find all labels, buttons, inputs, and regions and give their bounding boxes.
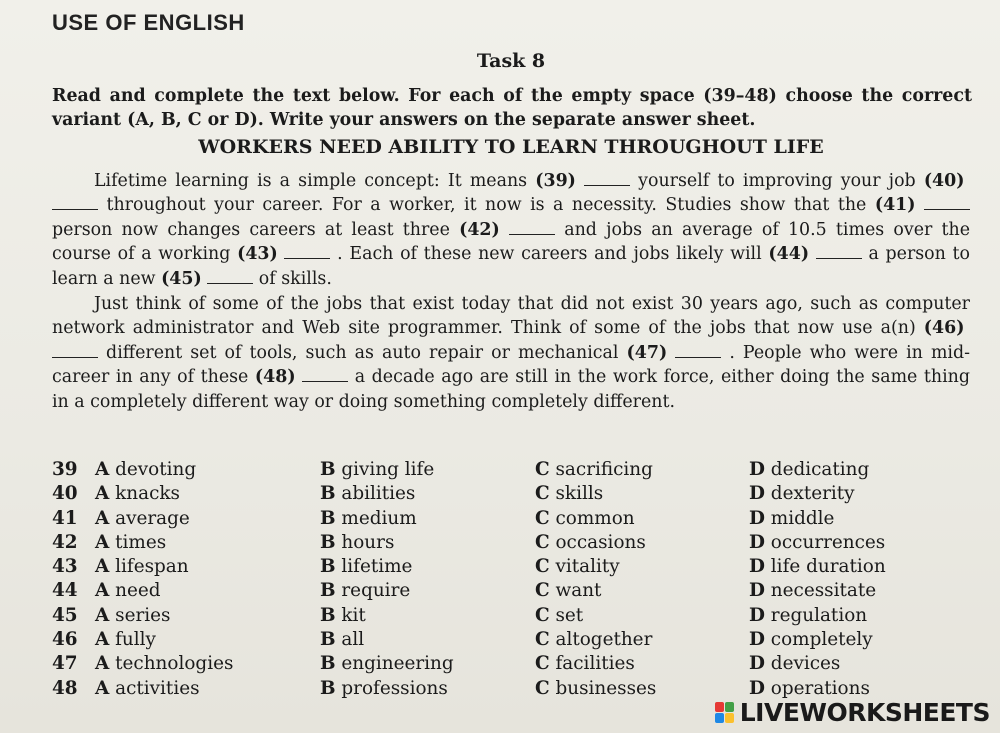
option-letter: D: [749, 580, 765, 602]
option-text: knacks: [109, 483, 180, 505]
option-letter: C: [535, 677, 550, 699]
option-row: [52, 531, 982, 555]
option-b[interactable]: [320, 555, 412, 579]
liveworksheets-logo-icon: [715, 702, 735, 724]
question-number: 46: [52, 629, 78, 651]
option-c[interactable]: [535, 604, 583, 628]
answer-blank[interactable]: [584, 184, 630, 186]
option-d[interactable]: [749, 628, 873, 652]
option-letter: C: [535, 629, 550, 651]
question-number: 45: [52, 604, 78, 626]
option-row: [52, 482, 982, 506]
option-text: times: [109, 531, 167, 553]
option-letter: B: [320, 604, 336, 626]
option-text: businesses: [549, 677, 657, 699]
option-a[interactable]: [95, 507, 190, 531]
option-d[interactable]: [749, 507, 834, 531]
question-number: 48: [52, 677, 78, 699]
option-c[interactable]: [535, 458, 653, 482]
text-title: WORKERS NEED ABILITY TO LEARN THROUGHOUT LIFE: [198, 136, 824, 158]
option-letter: A: [95, 604, 110, 626]
option-text: lifetime: [335, 556, 413, 578]
option-text: life duration: [764, 556, 886, 578]
option-letter: B: [320, 459, 336, 480]
option-row: [52, 628, 982, 652]
option-text: devoting: [109, 459, 197, 480]
option-text: average: [109, 507, 190, 529]
question-number: 40: [52, 483, 78, 505]
option-d[interactable]: [749, 531, 885, 555]
option-row: [52, 604, 982, 628]
option-b[interactable]: [320, 579, 410, 603]
option-text: altogether: [549, 629, 653, 651]
paragraph-text: Just think of some of the jobs that exist today that did not exist 30 years ago, such as computer network administrator and Web site programmer. Think of some of the jobs that now use a(n): [52, 294, 970, 339]
option-text: sacrificing: [549, 459, 653, 480]
option-letter: A: [95, 459, 110, 480]
option-letter: C: [535, 604, 550, 626]
option-text: want: [549, 580, 602, 602]
option-b[interactable]: [320, 604, 366, 628]
option-d[interactable]: [749, 482, 855, 506]
option-text: technologies: [109, 653, 234, 675]
option-a[interactable]: [95, 604, 170, 628]
logo-square: [715, 713, 724, 723]
gap-number: (43): [237, 244, 278, 265]
paragraph-text: a decade ago are still in the work force, either doing the same thing in a completely different way or doing something completely different.: [52, 367, 971, 412]
option-text: common: [549, 507, 635, 529]
question-number: 39: [52, 459, 78, 480]
option-text: professions: [335, 677, 448, 699]
option-a[interactable]: [95, 677, 200, 701]
paragraph-text: Lifetime learning is a simple concept: It means: [94, 171, 536, 191]
option-text: series: [109, 604, 171, 626]
option-letter: B: [320, 629, 336, 651]
option-letter: B: [320, 531, 336, 553]
option-text: middle: [764, 507, 835, 529]
option-letter: B: [320, 507, 336, 529]
option-a[interactable]: [95, 458, 196, 482]
option-letter: B: [320, 677, 336, 699]
option-letter: C: [535, 556, 550, 578]
gap-number: (46): [923, 318, 965, 339]
option-letter: C: [535, 653, 550, 675]
option-text: devices: [764, 653, 841, 675]
option-letter: D: [749, 653, 765, 675]
option-a[interactable]: [95, 628, 156, 652]
option-b[interactable]: [320, 507, 417, 531]
option-d[interactable]: [749, 579, 876, 603]
gap-number: (47): [626, 342, 668, 363]
option-text: need: [109, 580, 161, 602]
option-a[interactable]: [95, 579, 161, 603]
option-text: set: [549, 604, 584, 626]
option-letter: A: [95, 653, 110, 675]
option-d[interactable]: [749, 652, 840, 676]
task-instructions: Read and complete the text below. For each of the empty space (39–48) choose the correct variant (A, B, C or D). Write your answers on the separate answer sheet.: [52, 86, 972, 130]
paragraph-text: . Each of these new careers and jobs likely will: [330, 244, 769, 265]
logo-square: [725, 702, 734, 712]
paragraph-text: and jobs an average of 10.5 times over the course of a working: [52, 219, 970, 265]
answer-blank[interactable]: [302, 380, 348, 382]
question-number: 47: [52, 653, 78, 675]
option-letter: C: [535, 507, 550, 529]
gap-number: (40): [923, 171, 965, 191]
option-row: [52, 458, 982, 482]
logo-square: [715, 702, 724, 712]
option-b[interactable]: [320, 677, 448, 701]
paragraph-text: different set of tools, such as auto repair or mechanical: [98, 342, 627, 363]
option-letter: D: [749, 556, 765, 578]
paragraph-text: . People who were in mid-career in any of these: [52, 342, 971, 388]
answer-blank[interactable]: [924, 208, 970, 210]
option-letter: D: [749, 483, 765, 505]
option-d[interactable]: [749, 555, 886, 579]
option-text: fully: [109, 629, 156, 651]
watermark-text: LIVEWORKSHEETS: [739, 698, 990, 727]
option-row: [52, 507, 982, 531]
option-row: [52, 555, 982, 579]
option-text: dedicating: [764, 459, 870, 480]
gap-number: (39): [535, 171, 576, 191]
option-a[interactable]: [95, 482, 180, 506]
option-b[interactable]: [320, 531, 394, 555]
option-letter: A: [95, 556, 110, 578]
option-c[interactable]: [535, 555, 620, 579]
option-a[interactable]: [95, 555, 189, 579]
option-c[interactable]: [535, 677, 656, 701]
option-text: regulation: [764, 604, 868, 626]
option-letter: D: [749, 507, 765, 529]
answer-options-table: [52, 458, 982, 701]
question-number: 41: [52, 507, 78, 529]
answer-blank[interactable]: [52, 356, 98, 358]
answer-blank[interactable]: [207, 282, 253, 284]
task-title: Task 8: [476, 50, 546, 72]
answer-blank[interactable]: [52, 208, 98, 210]
answer-blank[interactable]: [284, 257, 330, 259]
answer-blank[interactable]: [509, 233, 555, 235]
option-text: engineering: [335, 653, 454, 675]
option-text: hours: [335, 531, 395, 553]
text-paragraph-2: [52, 292, 970, 414]
gap-number: (45): [161, 268, 202, 289]
option-letter: A: [95, 507, 110, 529]
option-text: skills: [549, 483, 604, 505]
option-text: activities: [109, 677, 200, 699]
option-text: completely: [764, 629, 873, 651]
question-number: 43: [52, 556, 78, 578]
gap-number: (44): [768, 244, 810, 265]
paragraph-text: of skills.: [253, 268, 332, 289]
option-text: occasions: [549, 531, 646, 553]
option-text: abilities: [335, 483, 416, 505]
logo-square: [725, 713, 734, 723]
option-c[interactable]: [535, 531, 646, 555]
question-number: 42: [52, 531, 78, 553]
option-b[interactable]: [320, 652, 454, 676]
option-c[interactable]: [535, 579, 601, 603]
option-letter: D: [749, 604, 765, 626]
option-letter: D: [749, 677, 765, 699]
option-letter: B: [320, 556, 336, 578]
option-letter: C: [535, 531, 550, 553]
option-letter: D: [749, 629, 765, 651]
option-text: require: [335, 580, 411, 602]
option-c[interactable]: [535, 482, 603, 506]
question-number: 44: [52, 580, 78, 602]
option-letter: D: [749, 459, 765, 480]
option-text: dexterity: [764, 483, 855, 505]
paragraph-text: throughout your career. For a worker, it now is a necessity. Studies show that the: [98, 195, 875, 216]
option-letter: B: [320, 653, 336, 675]
option-letter: A: [95, 483, 110, 505]
option-b[interactable]: [320, 482, 415, 506]
gap-number: (42): [459, 219, 500, 240]
paragraph-text: a person to learn a new: [52, 244, 971, 289]
option-c[interactable]: [535, 507, 635, 531]
option-b[interactable]: [320, 458, 434, 482]
option-text: kit: [335, 604, 366, 626]
option-text: lifespan: [109, 556, 189, 578]
option-text: all: [335, 629, 365, 651]
section-heading: USE OF ENGLISH: [52, 10, 245, 35]
option-letter: B: [320, 483, 336, 505]
option-letter: C: [535, 580, 550, 602]
option-a[interactable]: [95, 652, 233, 676]
liveworksheets-watermark: [715, 698, 990, 727]
option-d[interactable]: [749, 458, 869, 482]
option-b[interactable]: [320, 628, 364, 652]
gap-number: (48): [254, 367, 296, 388]
option-text: facilities: [549, 653, 635, 675]
option-letter: A: [95, 580, 110, 602]
gap-number: (41): [874, 195, 916, 216]
option-text: necessitate: [764, 580, 877, 602]
answer-blank[interactable]: [816, 257, 862, 259]
text-paragraph-1: [52, 169, 970, 291]
option-text: giving life: [335, 459, 435, 480]
option-text: operations: [764, 677, 870, 699]
paragraph-text: person now changes careers at least three: [52, 219, 460, 240]
option-letter: A: [95, 677, 110, 699]
option-letter: C: [535, 459, 550, 480]
option-text: medium: [335, 507, 417, 529]
option-c[interactable]: [535, 628, 652, 652]
option-letter: B: [320, 580, 336, 602]
option-d[interactable]: [749, 604, 867, 628]
option-row: [52, 652, 982, 676]
option-text: vitality: [549, 556, 620, 578]
paragraph-text: yourself to improving your job: [630, 171, 924, 191]
option-letter: C: [535, 483, 550, 505]
option-c[interactable]: [535, 652, 635, 676]
option-letter: A: [95, 629, 110, 651]
option-letter: A: [95, 531, 110, 553]
option-a[interactable]: [95, 531, 166, 555]
option-letter: D: [749, 531, 765, 553]
option-row: [52, 579, 982, 603]
option-text: occurrences: [764, 531, 886, 553]
answer-blank[interactable]: [675, 356, 721, 358]
